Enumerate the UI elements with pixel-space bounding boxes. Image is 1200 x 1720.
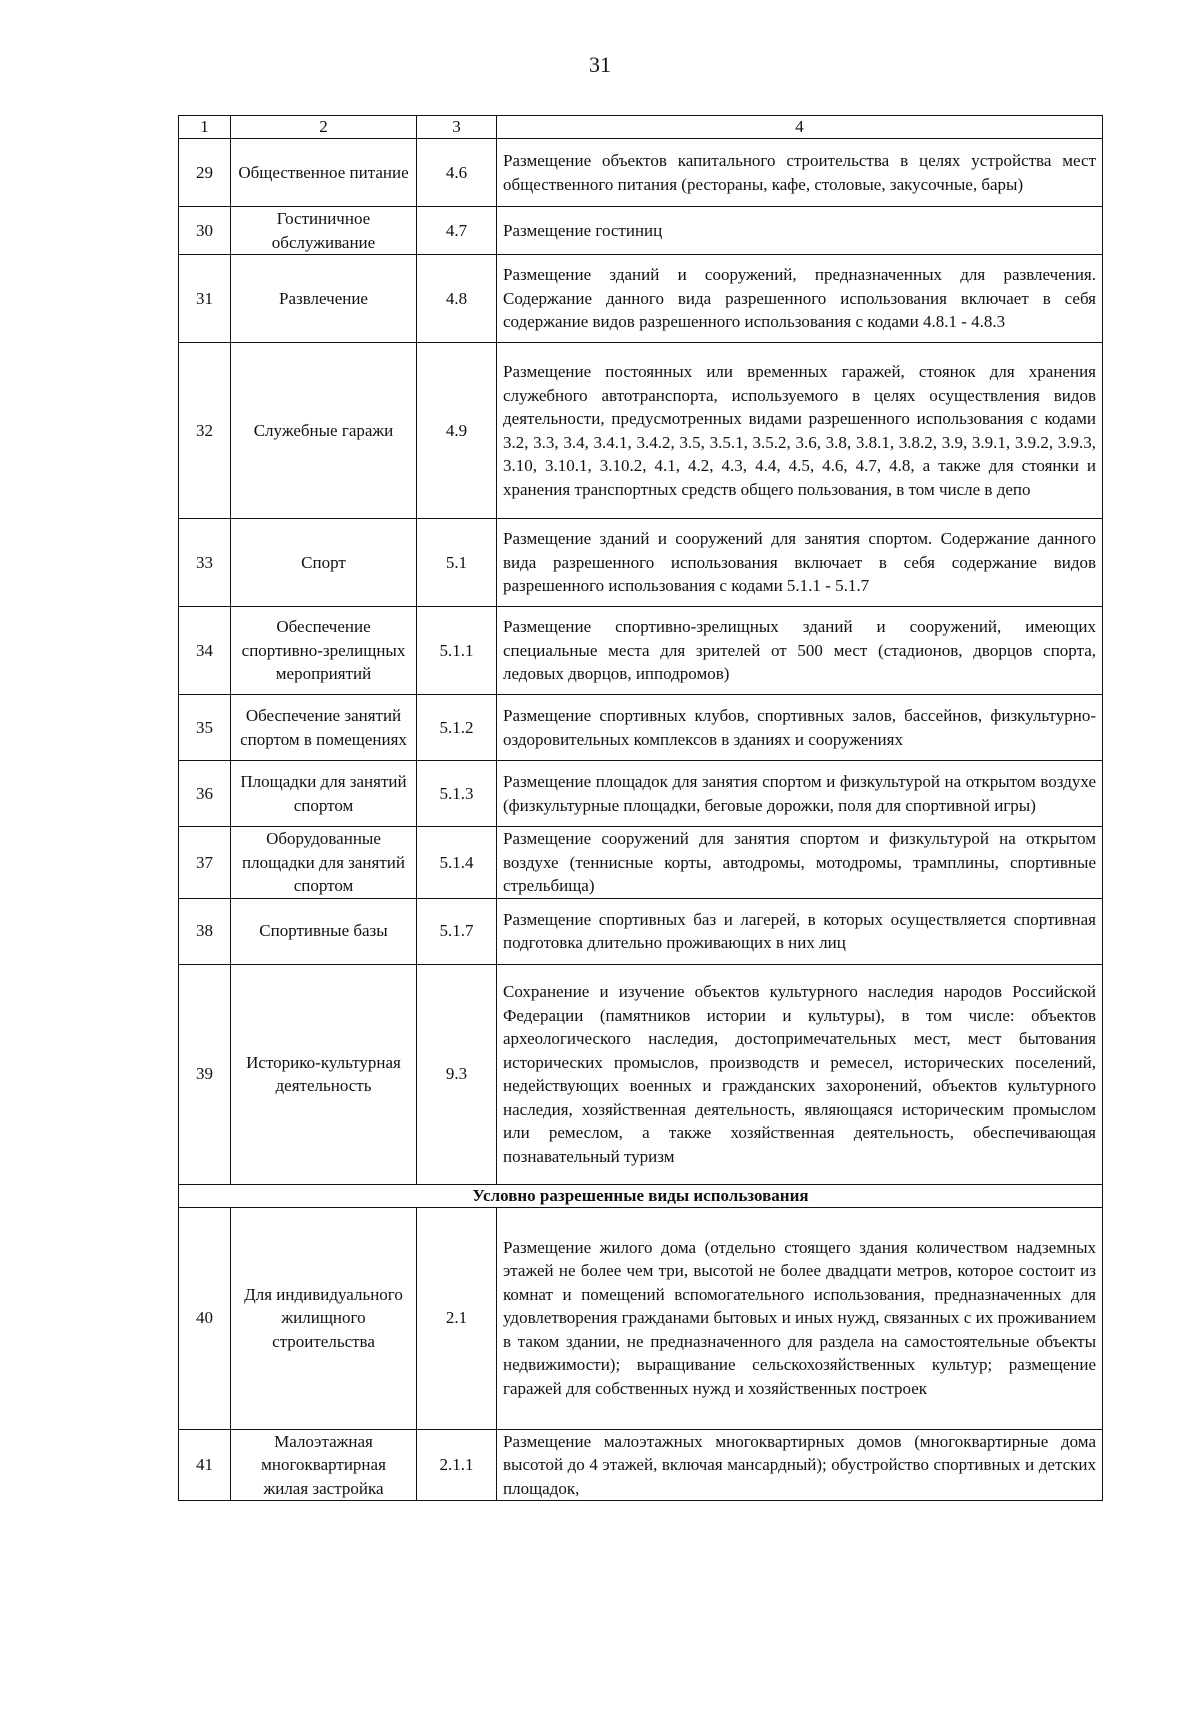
use-type-code: 5.1 [417,519,497,607]
use-type-name: Для индивидуального жилищного строительства [231,1207,417,1429]
use-type-description: Размещение постоянных или временных гаражей, стоянок для хранения служебного автотранспорта, используемого в целях осуществления видов деятельности, предусмотренных видами разрешенного использования с кодами 3.2, 3.3, 3.4, 3.4.1, 3.4.2, 3.5, 3.5.1, 3.5.2, 3.6, 3.8, 3.8.1, 3.8.2, 3.9, 3.9.1, 3.9.2, 3.9.3, 3.10, 3.10.1, 3.10.2, 4.1, 4.2, 4.3, 4.4, 4.5, 4.6, 4.7, 4.8, а также для стоянки и хранения транспортных средств общего пользования, в том числе в депо [497,343,1103,519]
table-row [179,343,1103,519]
table-row [179,761,1103,827]
table-row [179,1429,1103,1501]
table-row [179,1207,1103,1429]
table-row [179,964,1103,1184]
use-type-description: Размещение сооружений для занятия спортом и физкультурой на открытом воздухе (теннисные корты, автодромы, мотодромы, трамплины, спортивные стрельбища) [497,827,1103,899]
row-number: 31 [179,255,231,343]
table-row [179,207,1103,255]
row-number: 35 [179,695,231,761]
use-type-code: 2.1 [417,1207,497,1429]
section-row [179,1184,1103,1207]
use-type-code: 9.3 [417,964,497,1184]
use-type-code: 5.1.1 [417,607,497,695]
use-type-name: Спортивные базы [231,898,417,964]
section-title: Условно разрешенные виды использования [179,1184,1103,1207]
use-type-description: Размещение гостиниц [497,207,1103,255]
row-number: 36 [179,761,231,827]
use-type-code: 5.1.3 [417,761,497,827]
table-row [179,255,1103,343]
use-type-description: Размещение зданий и сооружений для занятия спортом. Содержание данного вида разрешенного использования включает в себя содержание видов разрешенного использования с кодами 5.1.1 - 5.1.7 [497,519,1103,607]
use-type-description: Размещение спортивных баз и лагерей, в которых осуществляется спортивная подготовка длительно проживающих в них лиц [497,898,1103,964]
row-number: 29 [179,139,231,207]
use-type-code: 4.8 [417,255,497,343]
use-type-description: Размещение малоэтажных многоквартирных домов (многоквартирные дома высотой до 4 этажей, включая мансардный); обустройство спортивных и детских площадок, [497,1429,1103,1501]
use-type-code: 4.7 [417,207,497,255]
row-number: 38 [179,898,231,964]
row-number: 41 [179,1429,231,1501]
page-number: 31 [589,52,611,77]
use-type-name: Оборудованные площадки для занятий спортом [231,827,417,899]
row-number: 33 [179,519,231,607]
table-row [179,139,1103,207]
table-row [179,607,1103,695]
use-type-description: Размещение зданий и сооружений, предназначенных для развлечения. Содержание данного вида разрешенного использования включает в себя содержание видов разрешенного использования с кодами 4.8.1 - 4.8.3 [497,255,1103,343]
column-header-1: 1 [179,116,231,139]
row-number: 37 [179,827,231,899]
use-type-name: Служебные гаражи [231,343,417,519]
table-row [179,519,1103,607]
use-type-code: 4.6 [417,139,497,207]
column-header-2: 2 [231,116,417,139]
use-type-name: Обеспечение спортивно-зрелищных мероприятий [231,607,417,695]
use-type-description: Размещение спортивно-зрелищных зданий и сооружений, имеющих специальные места для зрителей от 500 мест (стадионов, дворцов спорта, ледовых дворцов, ипподромов) [497,607,1103,695]
land-use-table [178,115,1103,1501]
use-type-code: 4.9 [417,343,497,519]
use-type-description: Размещение площадок для занятия спортом и физкультурой на открытом воздухе (физкультурные площадки, беговые дорожки, поля для спортивной игры) [497,761,1103,827]
use-type-code: 2.1.1 [417,1429,497,1501]
table-row [179,827,1103,899]
table-row [179,695,1103,761]
table-row [179,898,1103,964]
column-header-3: 3 [417,116,497,139]
use-type-code: 5.1.4 [417,827,497,899]
use-type-code: 5.1.2 [417,695,497,761]
row-number: 34 [179,607,231,695]
use-type-name: Развлечение [231,255,417,343]
use-type-description: Сохранение и изучение объектов культурного наследия народов Российской Федерации (памятников истории и культуры), в том числе: объектов археологического наследия, достопримечательных мест, мест бытования исторических промыслов, производств и ремесел, исторических поселений, недействующих военных и гражданских захоронений, объектов культурного наследия, хозяйственная деятельность, являющаяся историческим промыслом или ремеслом, а также хозяйственная деятельность, обеспечивающая познавательный туризм [497,964,1103,1184]
use-type-name: Общественное питание [231,139,417,207]
row-number: 39 [179,964,231,1184]
use-type-name: Малоэтажная многоквартирная жилая застройка [231,1429,417,1501]
row-number: 40 [179,1207,231,1429]
column-header-4: 4 [497,116,1103,139]
use-type-description: Размещение спортивных клубов, спортивных залов, бассейнов, физкультурно-оздоровительных комплексов в зданиях и сооружениях [497,695,1103,761]
use-type-name: Спорт [231,519,417,607]
use-type-name: Площадки для занятий спортом [231,761,417,827]
use-type-name: Обеспечение занятий спортом в помещениях [231,695,417,761]
use-type-description: Размещение объектов капитального строительства в целях устройства мест общественного питания (рестораны, кафе, столовые, закусочные, бары) [497,139,1103,207]
row-number: 32 [179,343,231,519]
table-header-row [179,116,1103,139]
use-type-name: Историко-культурная деятельность [231,964,417,1184]
use-type-code: 5.1.7 [417,898,497,964]
use-type-description: Размещение жилого дома (отдельно стоящего здания количеством надземных этажей не более чем три, высотой не более двадцати метров, которое состоит из комнат и помещений вспомогательного использования, предназначенных для удовлетворения гражданами бытовых и иных нужд, связанных с их проживанием в таком здании, не предназначенного для раздела на самостоятельные объекты недвижимости); выращивание сельскохозяйственных культур; размещение гаражей для собственных нужд и хозяйственных построек [497,1207,1103,1429]
use-type-name: Гостиничное обслуживание [231,207,417,255]
row-number: 30 [179,207,231,255]
